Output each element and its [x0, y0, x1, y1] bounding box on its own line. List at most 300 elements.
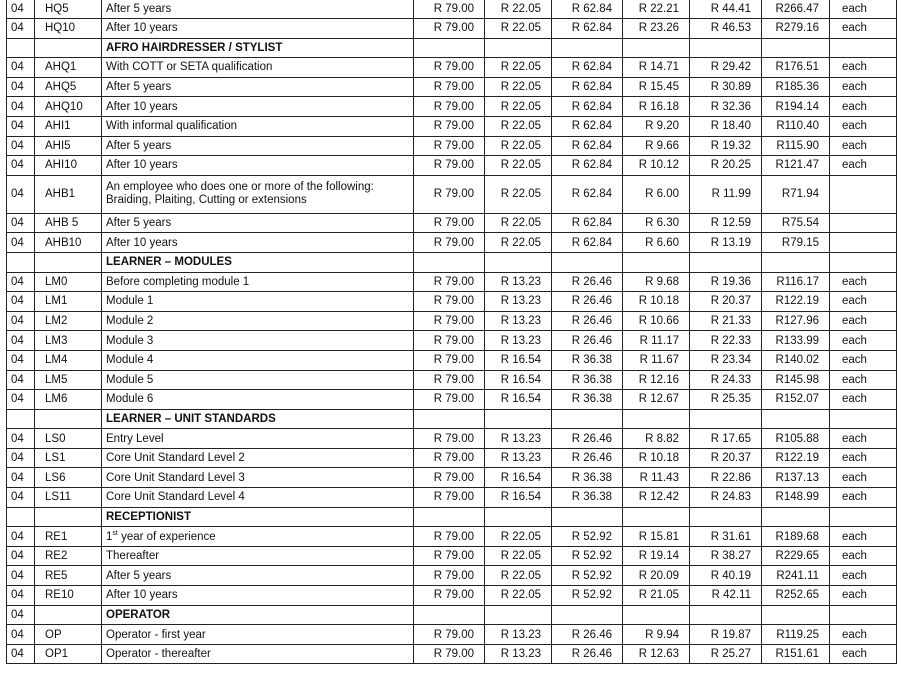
amount-cell-3: R 36.38 — [552, 370, 623, 390]
amount-cell-5: R 24.33 — [690, 370, 762, 390]
table-row — [7, 429, 897, 449]
section-number-cell: 04 — [7, 233, 35, 253]
amount-cell-1: R 79.00 — [414, 566, 485, 586]
amount-cell-5 — [690, 507, 762, 527]
amount-cell-4: R 6.60 — [623, 233, 690, 253]
table-row — [7, 116, 897, 136]
amount-cell-6: R148.99 — [762, 488, 830, 508]
description-cell: With COTT or SETA qualification — [102, 58, 414, 78]
amount-cell-2: R 22.05 — [485, 586, 552, 606]
amount-cell-2: R 22.05 — [485, 156, 552, 176]
amount-cell-3: R 26.46 — [552, 644, 623, 664]
unit-cell: each — [830, 527, 897, 547]
unit-cell: each — [830, 77, 897, 97]
amount-cell-4: R 21.05 — [623, 586, 690, 606]
description-cell: Entry Level — [102, 429, 414, 449]
unit-cell: each — [830, 566, 897, 586]
rate-code-cell: RE1 — [35, 527, 102, 547]
amount-cell-2: R 22.05 — [485, 175, 552, 213]
description-cell: After 5 years — [102, 77, 414, 97]
amount-cell-1: R 79.00 — [414, 488, 485, 508]
section-number-cell: 04 — [7, 468, 35, 488]
amount-cell-5: R 25.27 — [690, 644, 762, 664]
amount-cell-6: R241.11 — [762, 566, 830, 586]
section-number-cell: 04 — [7, 156, 35, 176]
unit-cell: each — [830, 429, 897, 449]
amount-cell-5 — [690, 409, 762, 429]
rate-code-cell: LM1 — [35, 292, 102, 312]
amount-cell-6: R140.02 — [762, 350, 830, 370]
table-row — [7, 175, 897, 213]
amount-cell-5: R 38.27 — [690, 546, 762, 566]
description-cell: Module 6 — [102, 390, 414, 410]
rate-code-cell — [35, 38, 102, 58]
rate-code-cell: LM2 — [35, 311, 102, 331]
amount-cell-1: R 79.00 — [414, 97, 485, 117]
amount-cell-4: R 8.82 — [623, 429, 690, 449]
amount-cell-2: R 22.05 — [485, 0, 552, 19]
amount-cell-1: R 79.00 — [414, 156, 485, 176]
amount-cell-6: R176.51 — [762, 58, 830, 78]
amount-cell-3: R 26.46 — [552, 625, 623, 645]
unit-cell: each — [830, 390, 897, 410]
unit-cell: each — [830, 350, 897, 370]
amount-cell-4 — [623, 605, 690, 625]
rate-code-cell: LS6 — [35, 468, 102, 488]
amount-cell-1: R 79.00 — [414, 292, 485, 312]
rate-code-cell: OP1 — [35, 644, 102, 664]
rate-code-cell: RE2 — [35, 546, 102, 566]
amount-cell-1 — [414, 605, 485, 625]
table-row — [7, 586, 897, 606]
description-cell: After 5 years — [102, 566, 414, 586]
section-number-cell: 04 — [7, 566, 35, 586]
amount-cell-4 — [623, 252, 690, 272]
amount-cell-1: R 79.00 — [414, 586, 485, 606]
amount-cell-5: R 31.61 — [690, 527, 762, 547]
description-cell: Operator - thereafter — [102, 644, 414, 664]
amount-cell-1: R 79.00 — [414, 527, 485, 547]
section-number-cell: 04 — [7, 311, 35, 331]
unit-cell: each — [830, 311, 897, 331]
amount-cell-3: R 62.84 — [552, 0, 623, 19]
amount-cell-4: R 12.16 — [623, 370, 690, 390]
description-cell: Before completing module 1 — [102, 272, 414, 292]
amount-cell-5: R 12.59 — [690, 213, 762, 233]
rate-table-body — [7, 0, 897, 664]
amount-cell-3: R 26.46 — [552, 311, 623, 331]
amount-cell-5: R 21.33 — [690, 311, 762, 331]
description-cell: After 5 years — [102, 136, 414, 156]
amount-cell-3: R 62.84 — [552, 136, 623, 156]
amount-cell-5: R 46.53 — [690, 19, 762, 39]
amount-cell-6: R151.61 — [762, 644, 830, 664]
rate-code-cell: AHB10 — [35, 233, 102, 253]
amount-cell-2: R 22.05 — [485, 77, 552, 97]
description-cell: Core Unit Standard Level 2 — [102, 448, 414, 468]
amount-cell-2: R 22.05 — [485, 213, 552, 233]
section-title: RECEPTIONIST — [102, 507, 414, 527]
rate-code-cell — [35, 252, 102, 272]
description-cell: After 10 years — [102, 156, 414, 176]
amount-cell-3: R 36.38 — [552, 488, 623, 508]
amount-cell-2: R 22.05 — [485, 97, 552, 117]
section-number-cell: 04 — [7, 272, 35, 292]
section-number-cell: 04 — [7, 136, 35, 156]
amount-cell-3: R 52.92 — [552, 546, 623, 566]
section-number-cell: 04 — [7, 625, 35, 645]
unit-cell — [830, 605, 897, 625]
rate-code-cell: HQ5 — [35, 0, 102, 19]
unit-cell — [830, 507, 897, 527]
amount-cell-5: R 13.19 — [690, 233, 762, 253]
unit-cell — [830, 213, 897, 233]
amount-cell-3: R 36.38 — [552, 468, 623, 488]
amount-cell-4: R 14.71 — [623, 58, 690, 78]
rate-code-cell: AHI1 — [35, 116, 102, 136]
amount-cell-2: R 22.05 — [485, 233, 552, 253]
rate-code-cell: LM3 — [35, 331, 102, 351]
rate-code-cell: AHQ1 — [35, 58, 102, 78]
amount-cell-3 — [552, 605, 623, 625]
rate-table-container — [6, 0, 897, 664]
section-title: LEARNER – UNIT STANDARDS — [102, 409, 414, 429]
section-number-cell: 04 — [7, 546, 35, 566]
amount-cell-3: R 36.38 — [552, 390, 623, 410]
table-row — [7, 350, 897, 370]
table-row — [7, 527, 897, 547]
amount-cell-3: R 26.46 — [552, 429, 623, 449]
amount-cell-2: R 22.05 — [485, 527, 552, 547]
amount-cell-6: R119.25 — [762, 625, 830, 645]
section-number-cell: 04 — [7, 213, 35, 233]
section-number-cell: 04 — [7, 116, 35, 136]
section-number-cell: 04 — [7, 175, 35, 213]
amount-cell-5: R 25.35 — [690, 390, 762, 410]
section-header-row — [7, 507, 897, 527]
amount-cell-3: R 26.46 — [552, 448, 623, 468]
description-cell: Module 5 — [102, 370, 414, 390]
amount-cell-5: R 22.33 — [690, 331, 762, 351]
amount-cell-2: R 22.05 — [485, 58, 552, 78]
section-number-cell: 04 — [7, 488, 35, 508]
amount-cell-3: R 62.84 — [552, 97, 623, 117]
amount-cell-6: R79.15 — [762, 233, 830, 253]
unit-cell — [830, 233, 897, 253]
amount-cell-1 — [414, 252, 485, 272]
amount-cell-1: R 79.00 — [414, 213, 485, 233]
section-number-cell: 04 — [7, 19, 35, 39]
amount-cell-6: R122.19 — [762, 292, 830, 312]
table-row — [7, 331, 897, 351]
amount-cell-1 — [414, 507, 485, 527]
amount-cell-4: R 10.12 — [623, 156, 690, 176]
section-number-cell: 04 — [7, 527, 35, 547]
amount-cell-6: R105.88 — [762, 429, 830, 449]
amount-cell-1: R 79.00 — [414, 644, 485, 664]
amount-cell-4: R 11.17 — [623, 331, 690, 351]
section-title: LEARNER – MODULES — [102, 252, 414, 272]
amount-cell-3: R 62.84 — [552, 116, 623, 136]
table-row — [7, 625, 897, 645]
amount-cell-2: R 13.23 — [485, 272, 552, 292]
amount-cell-2 — [485, 605, 552, 625]
amount-cell-6: R279.16 — [762, 19, 830, 39]
amount-cell-4: R 22.21 — [623, 0, 690, 19]
amount-cell-3 — [552, 38, 623, 58]
amount-cell-6: R252.65 — [762, 586, 830, 606]
amount-cell-4: R 11.43 — [623, 468, 690, 488]
amount-cell-5: R 24.83 — [690, 488, 762, 508]
amount-cell-3: R 62.84 — [552, 233, 623, 253]
amount-cell-5: R 20.25 — [690, 156, 762, 176]
amount-cell-4: R 10.18 — [623, 448, 690, 468]
table-row — [7, 97, 897, 117]
amount-cell-5: R 42.11 — [690, 586, 762, 606]
section-number-cell: 04 — [7, 448, 35, 468]
section-number-cell — [7, 409, 35, 429]
amount-cell-1 — [414, 38, 485, 58]
unit-cell — [830, 409, 897, 429]
amount-cell-1: R 79.00 — [414, 390, 485, 410]
amount-cell-6: R121.47 — [762, 156, 830, 176]
rate-code-cell: RE10 — [35, 586, 102, 606]
amount-cell-6: R110.40 — [762, 116, 830, 136]
description-cell: Core Unit Standard Level 3 — [102, 468, 414, 488]
section-number-cell: 04 — [7, 429, 35, 449]
section-number-cell: 04 — [7, 292, 35, 312]
amount-cell-3: R 52.92 — [552, 566, 623, 586]
table-row — [7, 390, 897, 410]
amount-cell-6: R115.90 — [762, 136, 830, 156]
amount-cell-3: R 52.92 — [552, 586, 623, 606]
description-cell: After 10 years — [102, 233, 414, 253]
amount-cell-5: R 29.42 — [690, 58, 762, 78]
amount-cell-5: R 23.34 — [690, 350, 762, 370]
amount-cell-1: R 79.00 — [414, 625, 485, 645]
unit-cell: each — [830, 292, 897, 312]
amount-cell-6: R229.65 — [762, 546, 830, 566]
rate-code-cell: OP — [35, 625, 102, 645]
amount-cell-1: R 79.00 — [414, 448, 485, 468]
amount-cell-2 — [485, 409, 552, 429]
amount-cell-1 — [414, 409, 485, 429]
rate-code-cell: AHI10 — [35, 156, 102, 176]
table-row — [7, 448, 897, 468]
rate-code-cell — [35, 409, 102, 429]
amount-cell-6: R75.54 — [762, 213, 830, 233]
table-row — [7, 546, 897, 566]
table-row — [7, 213, 897, 233]
unit-cell: each — [830, 97, 897, 117]
amount-cell-3: R 26.46 — [552, 272, 623, 292]
amount-cell-1: R 79.00 — [414, 136, 485, 156]
amount-cell-2: R 22.05 — [485, 136, 552, 156]
unit-cell: each — [830, 488, 897, 508]
section-number-cell: 04 — [7, 350, 35, 370]
rate-code-cell: AHI5 — [35, 136, 102, 156]
table-row — [7, 644, 897, 664]
amount-cell-6: R145.98 — [762, 370, 830, 390]
table-row — [7, 566, 897, 586]
section-number-cell: 04 — [7, 605, 35, 625]
amount-cell-6: R133.99 — [762, 331, 830, 351]
rate-code-cell: AHB1 — [35, 175, 102, 213]
table-row — [7, 136, 897, 156]
amount-cell-5 — [690, 252, 762, 272]
rate-code-cell: LM5 — [35, 370, 102, 390]
amount-cell-4: R 10.66 — [623, 311, 690, 331]
amount-cell-4 — [623, 38, 690, 58]
amount-cell-2: R 13.23 — [485, 292, 552, 312]
unit-cell: each — [830, 370, 897, 390]
rate-code-cell: LS11 — [35, 488, 102, 508]
description-cell: Module 2 — [102, 311, 414, 331]
description-cell: Thereafter — [102, 546, 414, 566]
amount-cell-4: R 15.45 — [623, 77, 690, 97]
amount-cell-5: R 20.37 — [690, 448, 762, 468]
amount-cell-2 — [485, 252, 552, 272]
section-number-cell: 04 — [7, 58, 35, 78]
amount-cell-6 — [762, 252, 830, 272]
amount-cell-6 — [762, 605, 830, 625]
amount-cell-3: R 62.84 — [552, 19, 623, 39]
description-cell: Operator - first year — [102, 625, 414, 645]
section-number-cell: 04 — [7, 77, 35, 97]
description-cell: After 5 years — [102, 0, 414, 19]
amount-cell-3: R 52.92 — [552, 527, 623, 547]
section-number-cell: 04 — [7, 331, 35, 351]
amount-cell-2: R 22.05 — [485, 19, 552, 39]
amount-cell-6 — [762, 409, 830, 429]
description-cell: After 5 years — [102, 213, 414, 233]
description-cell: With informal qualification — [102, 116, 414, 136]
amount-cell-5: R 30.89 — [690, 77, 762, 97]
amount-cell-3 — [552, 252, 623, 272]
rate-code-cell: LM0 — [35, 272, 102, 292]
amount-cell-4: R 11.67 — [623, 350, 690, 370]
unit-cell — [830, 38, 897, 58]
amount-cell-6: R127.96 — [762, 311, 830, 331]
table-row — [7, 370, 897, 390]
rate-code-cell — [35, 507, 102, 527]
unit-cell: each — [830, 586, 897, 606]
amount-cell-5: R 40.19 — [690, 566, 762, 586]
unit-cell: each — [830, 331, 897, 351]
amount-cell-1: R 79.00 — [414, 175, 485, 213]
amount-cell-5 — [690, 38, 762, 58]
amount-cell-2 — [485, 507, 552, 527]
table-row — [7, 156, 897, 176]
amount-cell-1: R 79.00 — [414, 58, 485, 78]
section-number-cell — [7, 507, 35, 527]
table-row — [7, 233, 897, 253]
amount-cell-6: R194.14 — [762, 97, 830, 117]
unit-cell: each — [830, 625, 897, 645]
section-header-row — [7, 252, 897, 272]
section-number-cell: 04 — [7, 0, 35, 19]
amount-cell-3 — [552, 409, 623, 429]
unit-cell: each — [830, 272, 897, 292]
amount-cell-4 — [623, 507, 690, 527]
amount-cell-4: R 9.20 — [623, 116, 690, 136]
amount-cell-2: R 22.05 — [485, 546, 552, 566]
amount-cell-1: R 79.00 — [414, 311, 485, 331]
amount-cell-3: R 36.38 — [552, 350, 623, 370]
unit-cell — [830, 252, 897, 272]
amount-cell-5: R 20.37 — [690, 292, 762, 312]
amount-cell-4: R 15.81 — [623, 527, 690, 547]
unit-cell: each — [830, 644, 897, 664]
description-text: year of experience — [121, 530, 216, 543]
amount-cell-2: R 16.54 — [485, 370, 552, 390]
amount-cell-3 — [552, 507, 623, 527]
rate-code-cell: LS1 — [35, 448, 102, 468]
table-row — [7, 19, 897, 39]
amount-cell-5: R 18.40 — [690, 116, 762, 136]
amount-cell-1: R 79.00 — [414, 19, 485, 39]
description-cell: An employee who does one or more of the following: Braiding, Plaiting, Cutting or extensions — [102, 175, 414, 213]
description-cell: After 10 years — [102, 586, 414, 606]
amount-cell-4: R 12.67 — [623, 390, 690, 410]
amount-cell-1: R 79.00 — [414, 116, 485, 136]
amount-cell-5: R 44.41 — [690, 0, 762, 19]
table-row — [7, 488, 897, 508]
amount-cell-6: R137.13 — [762, 468, 830, 488]
rate-code-cell: LM4 — [35, 350, 102, 370]
table-row — [7, 77, 897, 97]
section-number-cell: 04 — [7, 390, 35, 410]
amount-cell-4: R 19.14 — [623, 546, 690, 566]
table-row — [7, 311, 897, 331]
unit-cell: each — [830, 136, 897, 156]
amount-cell-2: R 13.23 — [485, 644, 552, 664]
amount-cell-6: R152.07 — [762, 390, 830, 410]
amount-cell-2: R 22.05 — [485, 116, 552, 136]
unit-cell: each — [830, 156, 897, 176]
amount-cell-1: R 79.00 — [414, 468, 485, 488]
unit-cell: each — [830, 19, 897, 39]
description-cell: Module 1 — [102, 292, 414, 312]
amount-cell-6 — [762, 38, 830, 58]
amount-cell-3: R 62.84 — [552, 213, 623, 233]
rate-table — [6, 0, 897, 664]
description-cell — [102, 527, 414, 547]
amount-cell-2: R 13.23 — [485, 625, 552, 645]
amount-cell-6: R266.47 — [762, 0, 830, 19]
description-cell: After 10 years — [102, 19, 414, 39]
rate-code-cell — [35, 605, 102, 625]
section-number-cell — [7, 38, 35, 58]
section-number-cell: 04 — [7, 644, 35, 664]
description-cell: Module 4 — [102, 350, 414, 370]
description-cell: Core Unit Standard Level 4 — [102, 488, 414, 508]
amount-cell-5: R 22.86 — [690, 468, 762, 488]
section-header-row — [7, 605, 897, 625]
amount-cell-5: R 19.36 — [690, 272, 762, 292]
amount-cell-1: R 79.00 — [414, 272, 485, 292]
amount-cell-5 — [690, 605, 762, 625]
section-header-row — [7, 409, 897, 429]
amount-cell-1: R 79.00 — [414, 429, 485, 449]
rate-code-cell: LS0 — [35, 429, 102, 449]
amount-cell-2: R 16.54 — [485, 488, 552, 508]
unit-cell: each — [830, 468, 897, 488]
amount-cell-3: R 62.84 — [552, 77, 623, 97]
amount-cell-6: R185.36 — [762, 77, 830, 97]
amount-cell-5: R 19.87 — [690, 625, 762, 645]
table-row — [7, 292, 897, 312]
